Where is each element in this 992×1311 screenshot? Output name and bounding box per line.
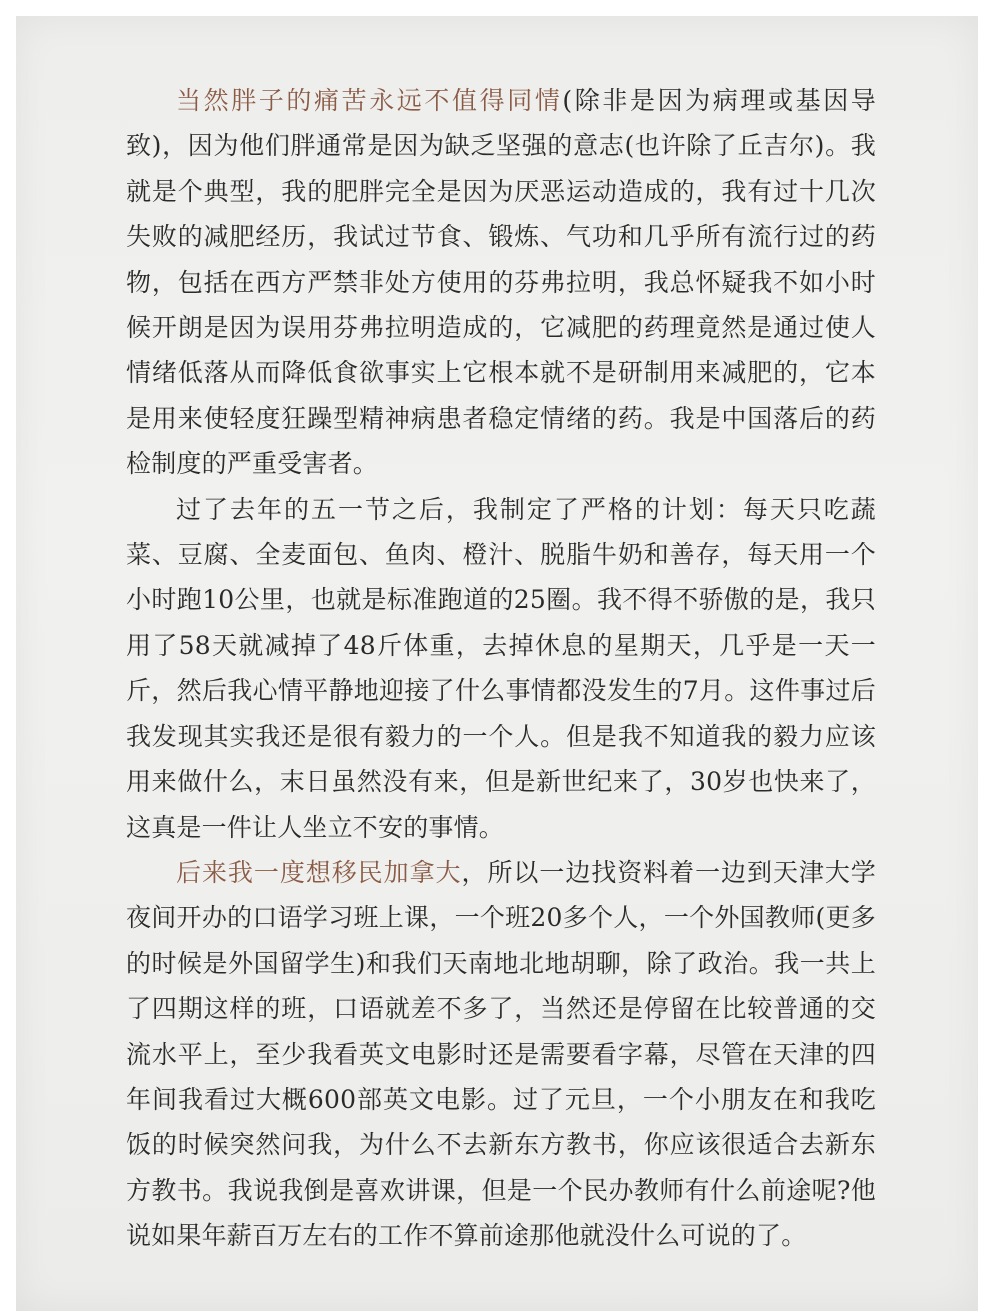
paragraph-text: (除非是因为病理或基因导致)，因为他们胖通常是因为缺乏坚强的意志(也许除了丘吉尔)。我就是个典型，我的肥胖完全是因为厌恶运动造成的，我有过十几次失败的减肥经历，我试过节食、锻炼、气功和几乎所有流行过的药物，包括在西方严禁非处方使用的芬弗拉明，我总怀疑我不如小时候开朗是因为误用芬弗拉明造成的，它减肥的药理竟然是通过使人情绪低落从而降低食欲事实上它根本就不是研制用来减肥的，它本是用来使轻度狂躁型精神病患者稳定情绪的药。我是中国落后的药检制度的严重受害者。 <box>126 86 876 479</box>
scanned-page <box>16 16 978 1311</box>
paragraph-text: 过了去年的五一节之后，我制定了严格的计划：每天只吃蔬菜、豆腐、全麦面包、鱼肉、橙汁、脱脂牛奶和善存，每天用一个小时跑10公里，也就是标准跑道的25圈。我不得不骄傲的是，我只用了58天就减掉了48斤体重，去掉休息的星期天，几乎是一天一斤，然后我心情平静地迎接了什么事情都没发生的7月。这件事过后我发现其实我还是很有毅力的一个人。但是我不知道我的毅力应该用来做什么，末日虽然没有来，但是新世纪来了，30岁也快来了，这真是一件让人坐立不安的事情。 <box>126 494 876 842</box>
body-text <box>126 78 876 1259</box>
highlighted-phrase: 后来我一度想移民加拿大 <box>176 857 462 887</box>
paragraph-3 <box>126 850 876 1259</box>
paragraph-1 <box>126 78 876 487</box>
paragraph-text: ，所以一边找资料着一边到天津大学夜间开办的口语学习班上课，一个班20多个人，一个外国教师(更多的时候是外国留学生)和我们天南地北地胡聊，除了政治。我一共上了四期这样的班，口语就差不多了，当然还是停留在比较普通的交流水平上，至少我看英文电影时还是需要看字幕，尽管在天津的四年间我看过大概600部英文电影。过了元旦，一个小朋友在和我吃饭的时候突然问我，为什么不去新东方教书，你应该很适合去新东方教书。我说我倒是喜欢讲课，但是一个民办教师有什么前途呢?他说如果年薪百万左右的工作不算前途那他就没什么可说的了。 <box>126 857 877 1251</box>
paragraph-2 <box>126 487 876 850</box>
highlighted-phrase: 当然胖子的痛苦永远不值得同情 <box>176 86 563 115</box>
